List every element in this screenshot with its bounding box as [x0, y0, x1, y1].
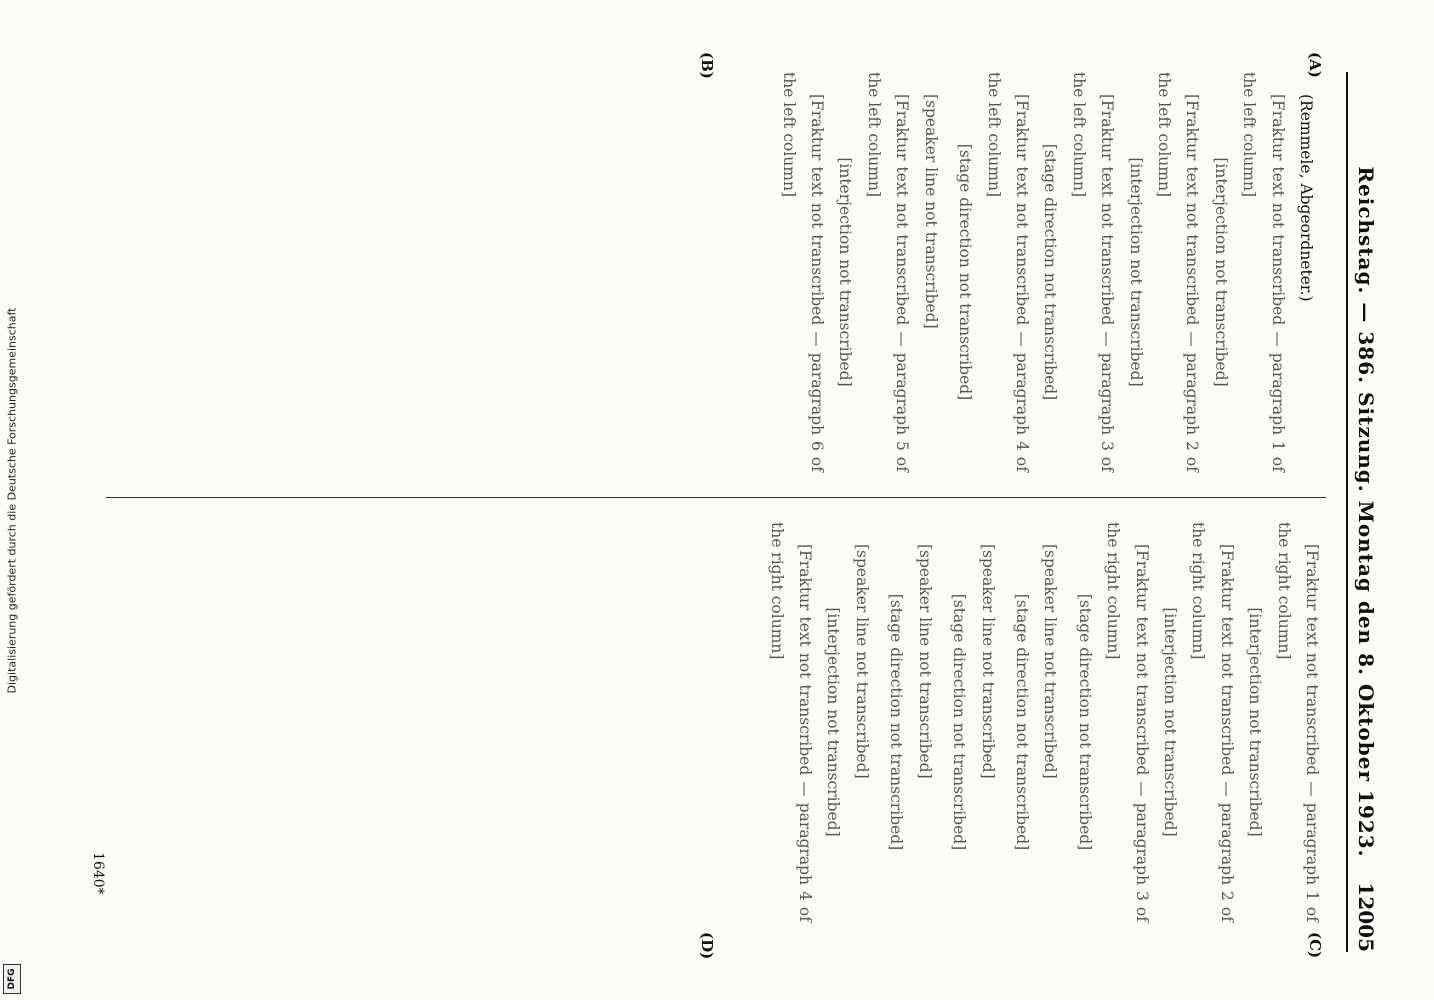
paragraph: [Fraktur text not transcribed — paragraph 3 of the right column] [1104, 522, 1151, 922]
speaker-line: [speaker line not transcribed] [1041, 544, 1060, 779]
dfg-logo-icon [3, 964, 21, 994]
stage-direction: [interjection not transcribed] [1160, 607, 1179, 837]
page-title: Reichstag. — 386. Sitzung. Montag den 8. Oktober 1923. [1354, 166, 1378, 858]
stage-direction: [stage direction not transcribed] [956, 143, 975, 401]
paragraph: [Fraktur text not transcribed — paragraph 3 of the left column] [1069, 72, 1117, 472]
paragraph: [Fraktur text not transcribed — paragraph 6 of the left column] [779, 72, 827, 472]
paragraph: [Fraktur text not transcribed — paragraph 1 of the left column] [1240, 72, 1287, 472]
stage-direction: [interjection not transcribed] [1126, 157, 1145, 387]
column-divider [106, 497, 1326, 498]
rotated-page-content [86, 52, 1386, 960]
paragraph: [Fraktur text not transcribed — paragraph 1 of the right column] [1274, 522, 1321, 922]
page-number: 12005 [1354, 882, 1378, 952]
dfg-logo-label: DFG [7, 968, 17, 990]
page-header [1346, 72, 1386, 952]
paragraph: [Fraktur text not transcribed — paragraph 4 of the left column] [984, 72, 1031, 472]
paragraph: [Fraktur text not transcribed — paragraph 2 of the left column] [1154, 72, 1202, 472]
right-column [106, 522, 1326, 922]
digitization-note [4, 0, 20, 1000]
margin-marker-d: (D) [698, 932, 716, 960]
left-column [106, 72, 1326, 472]
speaker-line: [speaker line not transcribed] [915, 544, 934, 779]
paragraph: [Fraktur text not transcribed — paragraph 2 of the right column] [1189, 522, 1236, 922]
stage-direction: [interjection not transcribed] [824, 607, 843, 837]
stage-direction: [stage direction not transcribed] [1075, 593, 1094, 851]
stage-direction: [stage direction not transcribed] [950, 593, 969, 851]
stage-direction: [interjection not transcribed] [1211, 157, 1230, 387]
stage-direction: [stage direction not transcribed] [1012, 593, 1031, 851]
stage-direction: [interjection not transcribed] [1246, 607, 1265, 837]
paragraph: [Fraktur text not transcribed — paragraph 5 of the left column] [864, 72, 912, 472]
speaker-line: [speaker line not transcribed] [852, 544, 871, 779]
sheet-code: 1640* [90, 852, 106, 895]
margin-marker-c: (C) [1306, 932, 1324, 959]
margin-marker-a: (A) [1306, 52, 1324, 78]
stage-direction: [stage direction not transcribed] [887, 593, 906, 851]
digitization-note-text: Digitalisierung gefördert durch die Deutsche Forschungsgemeinschaft [5, 307, 19, 693]
speaker-line: [speaker line not transcribed] [921, 94, 940, 329]
margin-marker-b: (B) [698, 52, 716, 79]
header-rule [1346, 72, 1348, 952]
stage-direction: [stage direction not transcribed] [1041, 143, 1060, 401]
speaker-line: (Remmele, Abgeordneter.) [1297, 94, 1315, 302]
paragraph: [Fraktur text not transcribed — paragraph 4 of the right column] [767, 522, 815, 922]
stage-direction: [interjection not transcribed] [836, 157, 855, 387]
speaker-line: [speaker line not transcribed] [978, 544, 997, 779]
